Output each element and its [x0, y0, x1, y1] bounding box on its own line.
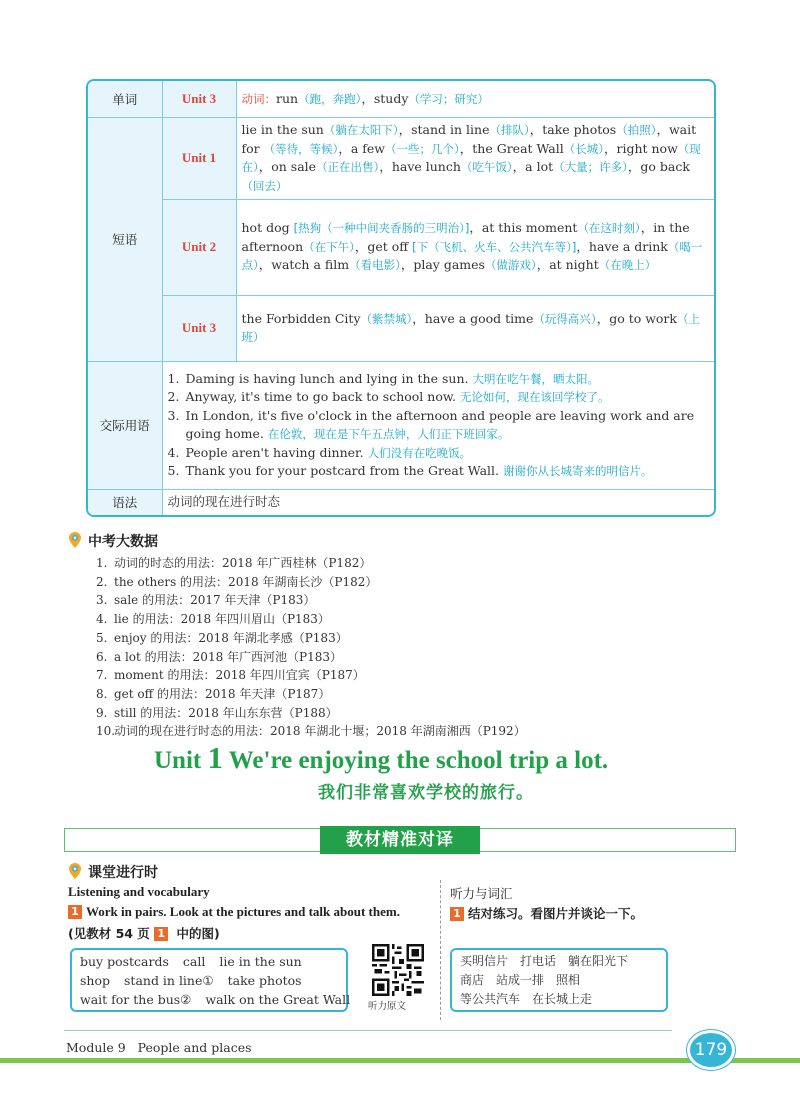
phrase-text: ，wait for — [241, 122, 697, 156]
phrase-text: lie in the sun — [241, 122, 324, 137]
unit-label: Unit 2 — [162, 199, 236, 295]
translation-text: （玩得高兴） — [533, 311, 597, 326]
phrase-text: ，on sale — [258, 159, 317, 174]
exam-item-text: lie 的用法：2018 年四川眉山（P183） — [114, 612, 330, 627]
expression-number: 4. — [167, 444, 180, 460]
exam-item-text: sale 的用法：2017 年天津（P183） — [114, 593, 316, 608]
translation-text: （紫禁城） — [360, 311, 413, 326]
translation-text: （在晚上） — [598, 258, 657, 273]
exam-item-number: 5. — [96, 630, 108, 645]
expression-chinese: 大明在吃午餐，晒太阳。 — [472, 371, 599, 386]
unit-title — [154, 740, 608, 776]
expression-item — [168, 407, 710, 444]
phrase-text: ，have a good time — [412, 310, 534, 326]
phrases-label: 短语 — [88, 117, 162, 361]
exam-item — [96, 722, 526, 741]
expressions-list — [168, 370, 710, 481]
exam-data-list — [96, 554, 526, 741]
exam-item-text: the others 的用法：2018 年湖南长沙（P182） — [114, 574, 378, 589]
footer-module-title: Module 9 People and places — [66, 1040, 252, 1055]
expression-body — [186, 407, 710, 444]
location-pin-icon — [68, 862, 82, 880]
expression-chinese: 在伦敦，现在是下午五点钟，人们正下班回家。 — [267, 427, 510, 441]
word-item: 打电话 — [520, 954, 557, 968]
phrase-text: ，study — [361, 90, 409, 106]
phrase-text: ，go back — [627, 159, 690, 174]
exam-item — [96, 591, 526, 610]
listening-heading-cn: 听力与词汇 — [450, 886, 513, 901]
exercise-instruction — [68, 904, 400, 920]
exam-item — [96, 629, 526, 648]
exercise-number-badge: 1 — [154, 927, 168, 941]
exam-item-number: 9. — [96, 705, 108, 720]
exam-item — [96, 685, 526, 704]
exam-item-text: still 的用法：2018 年山东东营（P188） — [114, 705, 338, 720]
column-divider — [440, 880, 441, 1020]
word-item: shop — [80, 973, 110, 988]
word-item: buy postcards — [80, 954, 169, 969]
phrase-text: ，have a drink — [576, 238, 668, 254]
exercise-instruction-cn-text: 结对练习。看图片并谈论一下。 — [468, 906, 644, 921]
word-item: wait for the bus② — [80, 992, 192, 1007]
exam-item-number: 6. — [96, 649, 108, 664]
expression-english: Daming is having lunch and lying in the sun. — [185, 370, 473, 386]
word-item: 站成一排 — [496, 973, 545, 987]
word-item: 商店 — [460, 973, 485, 987]
phrase-text: ，get off — [354, 238, 413, 254]
expression-number: 1. — [167, 370, 180, 386]
word-item: walk on the Great Wall — [205, 992, 351, 1007]
word-item: 躺在阳光下 — [568, 954, 629, 968]
translation-text: （排队） — [489, 123, 530, 137]
word-row — [80, 952, 338, 971]
phrase-text: ，have lunch — [379, 159, 461, 174]
word-item: 等公共汽车 — [460, 992, 521, 1006]
exam-item — [96, 554, 526, 573]
phrase-text: ，the Great Wall — [459, 140, 564, 156]
expression-english: People aren't having dinner. — [185, 444, 368, 460]
listening-heading: Listening and vocabulary — [68, 884, 210, 899]
phrase-text: run — [276, 90, 299, 106]
exam-item — [96, 666, 526, 685]
grammar-label: 语法 — [88, 489, 162, 515]
unit-label: Unit 3 — [162, 295, 236, 361]
expression-item — [168, 462, 710, 481]
word-row — [460, 971, 658, 990]
phrase-text: ，play games — [400, 257, 485, 273]
word-row — [80, 990, 351, 1009]
exercise-number-badge: 1 — [450, 907, 464, 921]
exam-item — [96, 704, 526, 723]
translation-text: （一些；几个） — [385, 141, 460, 156]
translation-text: （在这时刻） — [577, 221, 641, 236]
word-item: lie in the sun — [219, 954, 302, 969]
exam-item-number: 10. — [96, 724, 116, 739]
textbook-note-prefix: (见教材 54 页 — [68, 926, 155, 941]
exam-item-text: moment 的用法：2018 年四川宜宾（P187） — [114, 668, 365, 683]
phrase-text: ，at this moment — [469, 220, 578, 236]
phrase-text: ，at night — [536, 257, 599, 273]
translation-text: [下（飞机、火车、公共汽车等）] — [412, 239, 577, 254]
word-item: 买明信片 — [460, 954, 509, 968]
exercise-instruction-text: Work in pairs. Look at the pictures and talk about them. — [86, 904, 400, 919]
exam-item-number: 2. — [96, 574, 108, 589]
exam-item-text: a lot 的用法：2018 年广西河池（P183） — [114, 649, 343, 664]
translation-text: （上班） — [241, 311, 700, 344]
translation-text: （大量；许多） — [553, 160, 628, 174]
word-box-chinese — [450, 948, 668, 1012]
exam-item — [96, 648, 526, 667]
expression-body — [186, 462, 653, 481]
translation-text: （躺在太阳下） — [323, 123, 399, 137]
expression-english: Thank you for your postcard from the Great Wall. — [185, 463, 503, 478]
unit-label: Unit 3 — [162, 81, 236, 117]
expression-body — [186, 444, 472, 463]
exam-item-number: 1. — [96, 556, 108, 570]
words-label: 单词 — [88, 81, 162, 117]
exam-item-number: 7. — [96, 668, 108, 683]
word-box-english — [70, 948, 351, 1012]
phrase-text: ，stand in line — [398, 122, 490, 137]
unit-subtitle: 我们非常喜欢学校的旅行。 — [318, 783, 534, 803]
unit-label: Unit 1 — [162, 117, 236, 199]
exam-item — [96, 573, 526, 592]
qr-code-icon[interactable] — [372, 944, 424, 996]
footer-divider — [64, 1030, 672, 1031]
translation-text: （等待，等候） — [263, 141, 339, 156]
expression-chinese: 无论如何，现在该回学校了。 — [460, 390, 610, 404]
word-item: stand in line① — [124, 973, 214, 988]
word-item: 照相 — [556, 973, 581, 987]
category-label: 动词： — [241, 91, 276, 106]
phrase-text: ，right now — [603, 140, 678, 156]
expression-chinese: 谢谢你从长城寄来的明信片。 — [502, 464, 653, 478]
expression-number: 2. — [167, 389, 180, 404]
exam-item-text: 动词的现在进行时态的用法：2018 年湖北十堰；2018 年湖南湘西（P192） — [114, 724, 526, 739]
page-number: 179 — [687, 1030, 735, 1070]
unit-word: Unit — [154, 747, 202, 774]
qr-code-label: 听力原文 — [368, 1001, 407, 1012]
word-row — [80, 971, 338, 990]
translation-text: [热狗（一种中间夹香肠的三明治）] — [293, 221, 470, 236]
expression-number: 5. — [167, 463, 180, 478]
phrases-unit3-content — [236, 295, 714, 361]
translation-text: （长城） — [563, 141, 604, 156]
phrase-text: the Forbidden City — [241, 310, 361, 326]
location-pin-icon — [68, 531, 82, 549]
word-item: call — [182, 954, 206, 969]
exam-data-title: 中考大数据 — [88, 534, 158, 550]
phrases-unit2-content — [236, 199, 714, 295]
exam-item-text: get off 的用法：2018 年天津（P187） — [114, 686, 331, 701]
exercise-instruction-cn — [450, 904, 643, 922]
grammar-content: 动词的现在进行时态 — [162, 489, 714, 515]
section-banner: 教材精准对译 — [320, 826, 480, 854]
expression-body — [186, 370, 599, 389]
translation-text: （拍照） — [616, 123, 657, 137]
exam-item-number: 3. — [96, 593, 108, 608]
translation-text: （现在） — [241, 141, 701, 174]
phrase-text: ，in the afternoon — [241, 220, 690, 254]
expression-item — [168, 388, 710, 407]
exam-item-text: 动词的时态的用法：2018 年广西桂林（P182） — [114, 556, 372, 570]
expression-item — [168, 444, 710, 463]
exam-item-number: 4. — [96, 612, 108, 627]
words-content — [236, 81, 714, 117]
translation-text: （学习；研究） — [408, 91, 489, 106]
classroom-title: 课堂进行时 — [88, 865, 158, 881]
phrase-text: ，watch a film — [258, 257, 350, 273]
textbook-note-suffix: 中的图) — [172, 926, 220, 941]
translation-text: （做游戏） — [484, 258, 537, 273]
word-row — [460, 990, 658, 1009]
unit-number: 1 — [207, 740, 223, 775]
translation-text: （吃午饭） — [460, 160, 513, 174]
translation-text: （在下午） — [303, 239, 355, 254]
phrase-text: ，go to work — [596, 310, 677, 326]
translation-text: （正在出售） — [316, 160, 380, 174]
expressions-label: 交际用语 — [88, 361, 162, 489]
unit-title-text: We're enjoying the school trip a lot. — [228, 747, 609, 774]
expression-number: 3. — [167, 407, 180, 423]
translation-text: （喝一点） — [241, 239, 703, 273]
translation-text: （跑，奔跑） — [298, 91, 362, 106]
expression-body — [186, 388, 610, 407]
phrase-text: ，take photos — [529, 122, 617, 137]
phrases-unit1-content — [236, 117, 714, 199]
exam-item-number: 8. — [96, 686, 108, 701]
exercise-number-badge: 1 — [68, 905, 82, 919]
translation-text: （回去） — [241, 178, 288, 193]
word-item: 在长城上走 — [532, 992, 593, 1006]
expression-english: In London, it's five o'clock in the afternoon and people are leaving work and are going home. — [185, 407, 695, 441]
footer-bar — [0, 1058, 800, 1063]
phrase-text: ，a few — [338, 140, 386, 156]
phrase-text: ，a lot — [512, 159, 554, 174]
expression-chinese: 人们没有在吃晚饭。 — [367, 445, 472, 460]
word-item: take photos — [227, 973, 302, 988]
phrase-text: hot dog — [241, 220, 294, 236]
exam-item-text: enjoy 的用法：2018 年湖北孝感（P183） — [114, 630, 348, 645]
expression-item — [168, 370, 710, 389]
vocab-summary-table — [86, 79, 716, 517]
expression-english: Anyway, it's time to go back to school now. — [185, 389, 461, 404]
expressions-content — [162, 361, 714, 489]
translation-text: （看电影） — [349, 258, 401, 273]
exam-item — [96, 610, 526, 629]
textbook-note — [68, 924, 220, 942]
word-row — [460, 952, 658, 971]
